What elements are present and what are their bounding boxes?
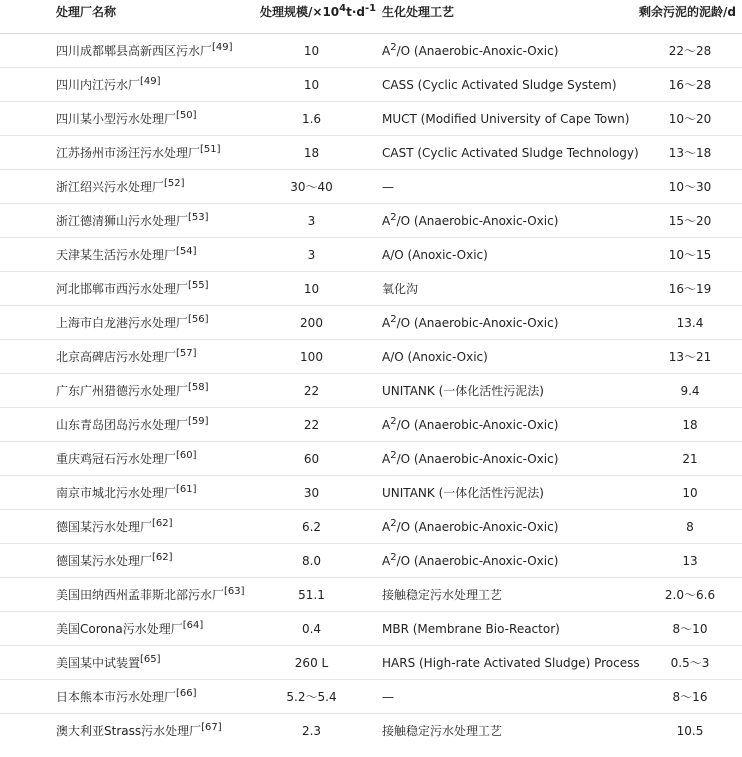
- process-cell: [375, 102, 628, 136]
- scale-cell: 1.6: [248, 102, 375, 136]
- reference-link[interactable]: [57]: [176, 348, 197, 359]
- plant-name: 四川某小型污水处理厂: [56, 112, 177, 126]
- sludge-age-cell: 16～28: [628, 68, 742, 102]
- table-row: [0, 136, 742, 170]
- process-text: A/O (Anoxic-Oxic): [382, 349, 488, 364]
- process-cell: [375, 306, 628, 340]
- plant-name-cell: [0, 714, 248, 748]
- process-text: A: [382, 417, 391, 432]
- process-cell: [375, 340, 628, 374]
- reference-link[interactable]: [58]: [188, 382, 209, 393]
- sludge-age-cell: 8: [628, 510, 742, 544]
- plant-name-cell: [0, 442, 248, 476]
- plant-name: 浙江绍兴污水处理厂: [56, 180, 165, 194]
- scale-cell: 10: [248, 68, 375, 102]
- plant-name: 美国某中试装置: [56, 656, 141, 670]
- table-row: [0, 714, 742, 748]
- process-cell: [375, 374, 628, 408]
- process-text-suffix: /O (Anaerobic-Anoxic-Oxic): [396, 315, 559, 330]
- plant-name: 德国某污水处理厂: [56, 554, 153, 568]
- table-row: [0, 238, 742, 272]
- process-text: —: [382, 689, 394, 704]
- plant-name: 北京高碑店污水处理厂: [56, 350, 177, 364]
- scale-cell: 6.2: [248, 510, 375, 544]
- process-text: A: [382, 43, 391, 58]
- sludge-age-cell: 10～30: [628, 170, 742, 204]
- process-cell: [375, 204, 628, 238]
- plant-name-cell: [0, 646, 248, 680]
- process-text: UNITANK (一体化活性污泥法): [382, 384, 544, 398]
- plant-name: 江苏扬州市汤汪污水处理厂: [56, 146, 201, 160]
- process-superscript: 2: [390, 211, 397, 223]
- sludge-age-cell: 8～10: [628, 612, 742, 646]
- process-text: A: [382, 315, 391, 330]
- header-scale-unit: t·d: [346, 5, 365, 19]
- process-text: MUCT (Modified University of Cape Town): [382, 111, 630, 126]
- plant-name-cell: [0, 476, 248, 510]
- process-text: 氧化沟: [382, 282, 419, 296]
- sludge-age-cell: 13～18: [628, 136, 742, 170]
- process-text: A: [382, 519, 391, 534]
- table-row: [0, 680, 742, 714]
- reference-link[interactable]: [62]: [152, 552, 173, 563]
- plant-name-cell: [0, 272, 248, 306]
- process-text: A: [382, 213, 391, 228]
- reference-link[interactable]: [50]: [176, 110, 197, 121]
- plant-name: 南京市城北污水处理厂: [56, 486, 177, 500]
- plant-name-cell: [0, 68, 248, 102]
- plant-name-cell: [0, 136, 248, 170]
- scale-cell: 5.2～5.4: [248, 680, 375, 714]
- scale-cell: 260 L: [248, 646, 375, 680]
- scale-cell: 51.1: [248, 578, 375, 612]
- process-text: 接触稳定污水处理工艺: [382, 588, 503, 602]
- process-text: A: [382, 553, 391, 568]
- plant-name: 德国某污水处理厂: [56, 520, 153, 534]
- plant-name-cell: [0, 34, 248, 68]
- plant-name-cell: [0, 204, 248, 238]
- plant-name: 天津某生活污水处理厂: [56, 248, 177, 262]
- plant-name: 浙江德清狮山污水处理厂: [56, 214, 189, 228]
- sludge-age-cell: 8～16: [628, 680, 742, 714]
- process-cell: [375, 442, 628, 476]
- table-row: [0, 34, 742, 68]
- sludge-age-cell: 10～20: [628, 102, 742, 136]
- reference-link[interactable]: [66]: [176, 688, 197, 699]
- sludge-age-cell: 18: [628, 408, 742, 442]
- table-row: [0, 68, 742, 102]
- plant-name-cell: [0, 544, 248, 578]
- process-cell: [375, 272, 628, 306]
- reference-link[interactable]: [49]: [212, 42, 233, 53]
- plant-name-cell: [0, 340, 248, 374]
- reference-link[interactable]: [53]: [188, 212, 209, 223]
- scale-cell: 30～40: [248, 170, 375, 204]
- plant-name: 四川内江污水厂: [56, 78, 141, 92]
- plant-name-cell: [0, 102, 248, 136]
- plant-name-cell: [0, 510, 248, 544]
- plant-name: 广东广州猎德污水处理厂: [56, 384, 189, 398]
- table-row: [0, 340, 742, 374]
- sludge-age-cell: 10～15: [628, 238, 742, 272]
- scale-cell: 3: [248, 238, 375, 272]
- reference-link[interactable]: [64]: [182, 620, 204, 631]
- table-row: [0, 510, 742, 544]
- reference-link[interactable]: [62]: [152, 518, 173, 529]
- process-cell: [375, 238, 628, 272]
- process-cell: [375, 408, 628, 442]
- process-superscript: 2: [390, 41, 397, 53]
- process-text-suffix: /O (Anaerobic-Anoxic-Oxic): [396, 451, 559, 466]
- process-text: A: [382, 451, 391, 466]
- plant-name: 山东青岛团岛污水处理厂: [56, 418, 189, 432]
- scale-cell: 200: [248, 306, 375, 340]
- process-cell: [375, 510, 628, 544]
- scale-cell: 30: [248, 476, 375, 510]
- table-row: [0, 272, 742, 306]
- table-row: [0, 578, 742, 612]
- scale-cell: 18: [248, 136, 375, 170]
- process-superscript: 2: [390, 517, 397, 529]
- table-row: [0, 170, 742, 204]
- reference-link[interactable]: [52]: [164, 178, 185, 189]
- process-superscript: 2: [390, 551, 397, 563]
- plant-name: 四川成都郫县高新西区污水厂: [56, 44, 213, 58]
- plant-name: 河北邯郸市西污水处理厂: [56, 282, 189, 296]
- reference-link[interactable]: [51]: [200, 144, 221, 155]
- scale-cell: 10: [248, 34, 375, 68]
- scale-cell: 22: [248, 374, 375, 408]
- process-cell: [375, 476, 628, 510]
- plant-name: 重庆鸡冠石污水处理厂: [56, 452, 177, 466]
- plant-name-cell: [0, 680, 248, 714]
- process-text: CASS (Cyclic Activated Sludge System): [382, 77, 617, 92]
- scale-cell: 22: [248, 408, 375, 442]
- header-process: 生化处理工艺: [375, 0, 628, 34]
- reference-link[interactable]: [55]: [188, 280, 209, 291]
- sludge-age-cell: 21: [628, 442, 742, 476]
- table-row: [0, 204, 742, 238]
- table-row: [0, 476, 742, 510]
- header-scale-main: 处理规模/×10: [260, 5, 340, 19]
- table-row: [0, 374, 742, 408]
- reference-link[interactable]: [61]: [176, 484, 197, 495]
- plant-name: 澳大利亚Strass污水处理厂: [56, 724, 202, 738]
- plant-name: 上海市白龙港污水处理厂: [56, 316, 189, 330]
- plant-name-cell: [0, 578, 248, 612]
- reference-link[interactable]: [65]: [140, 654, 161, 665]
- header-scale-exp1: 4: [339, 3, 347, 14]
- scale-cell: 0.4: [248, 612, 375, 646]
- table-row: [0, 442, 742, 476]
- process-cell: [375, 578, 628, 612]
- process-superscript: 2: [390, 449, 397, 461]
- process-cell: [375, 170, 628, 204]
- sludge-age-cell: 15～20: [628, 204, 742, 238]
- sludge-age-cell: 13: [628, 544, 742, 578]
- process-cell: [375, 714, 628, 748]
- process-cell: [375, 646, 640, 680]
- process-text-suffix: /O (Anaerobic-Anoxic-Oxic): [396, 519, 559, 534]
- process-cell: [375, 136, 639, 170]
- sludge-age-cell: 22～28: [628, 34, 742, 68]
- sludge-age-cell: 10.5: [676, 723, 704, 738]
- process-text: 接触稳定污水处理工艺: [382, 724, 503, 738]
- sludge-age-cell: 2.0～6.6: [628, 578, 742, 612]
- process-text: A/O (Anoxic-Oxic): [382, 247, 488, 262]
- plant-name-cell: [0, 408, 248, 442]
- plant-name-cell: [0, 170, 248, 204]
- process-superscript: 2: [390, 415, 397, 427]
- plant-name: 美国田纳西州孟菲斯北部污水厂: [56, 588, 225, 602]
- plant-name-cell: [0, 612, 248, 646]
- scale-cell: 10: [248, 272, 375, 306]
- reference-link[interactable]: [54]: [176, 246, 197, 257]
- process-text-suffix: /O (Anaerobic-Anoxic-Oxic): [396, 417, 559, 432]
- table-row: [0, 544, 742, 578]
- scale-cell: 8.0: [248, 544, 375, 578]
- plant-name-cell: [0, 306, 248, 340]
- process-superscript: 2: [390, 313, 397, 325]
- process-cell: [375, 544, 628, 578]
- header-scale-exp2: -1: [365, 3, 377, 14]
- process-text: UNITANK (一体化活性污泥法): [382, 486, 544, 500]
- header-plant-name: 处理厂名称: [0, 0, 248, 34]
- process-cell: [375, 68, 628, 102]
- table-header-row: [0, 0, 742, 34]
- process-text-suffix: /O (Anaerobic-Anoxic-Oxic): [396, 43, 559, 58]
- process-text-suffix: /O (Anaerobic-Anoxic-Oxic): [396, 553, 559, 568]
- scale-cell: 3: [248, 204, 375, 238]
- scale-cell: 60: [248, 442, 375, 476]
- reference-link[interactable]: [67]: [201, 722, 222, 733]
- table-row: [0, 408, 742, 442]
- header-sludge-age: 剩余污泥的泥龄/d: [628, 0, 742, 34]
- sludge-age-cell: 13～21: [628, 340, 742, 374]
- process-text: MBR (Membrane Bio-Reactor): [382, 621, 560, 636]
- table-row: [0, 646, 742, 680]
- sludge-age-cell: 16～19: [628, 272, 742, 306]
- reference-link[interactable]: [56]: [188, 314, 209, 325]
- plant-name: 日本熊本市污水处理厂: [56, 690, 177, 704]
- header-scale: [248, 0, 375, 34]
- table-row: [0, 612, 742, 646]
- plant-name: 美国Corona污水处理厂: [56, 622, 183, 636]
- process-cell: [375, 34, 628, 68]
- sludge-age-cell: 0.5～3: [628, 646, 742, 680]
- reference-link[interactable]: [59]: [188, 416, 209, 427]
- process-text-suffix: /O (Anaerobic-Anoxic-Oxic): [396, 213, 559, 228]
- sludge-age-cell: 13.4: [628, 306, 742, 340]
- reference-link[interactable]: [49]: [140, 76, 161, 87]
- process-text: —: [382, 179, 394, 194]
- plant-name-cell: [0, 374, 248, 408]
- process-text: HARS (High-rate Activated Sludge) Process: [382, 655, 640, 670]
- plant-name-cell: [0, 238, 248, 272]
- reference-link[interactable]: [60]: [176, 450, 197, 461]
- table-row: [0, 102, 742, 136]
- scale-cell: 100: [248, 340, 375, 374]
- process-cell: [375, 680, 628, 714]
- table-row: [0, 306, 742, 340]
- process-text: CAST (Cyclic Activated Sludge Technology): [382, 145, 639, 160]
- scale-cell: 2.3: [301, 723, 322, 738]
- reference-link[interactable]: [63]: [224, 586, 245, 597]
- sludge-age-cell: 10: [628, 476, 742, 510]
- process-cell: [375, 612, 628, 646]
- sludge-age-cell: 9.4: [628, 374, 742, 408]
